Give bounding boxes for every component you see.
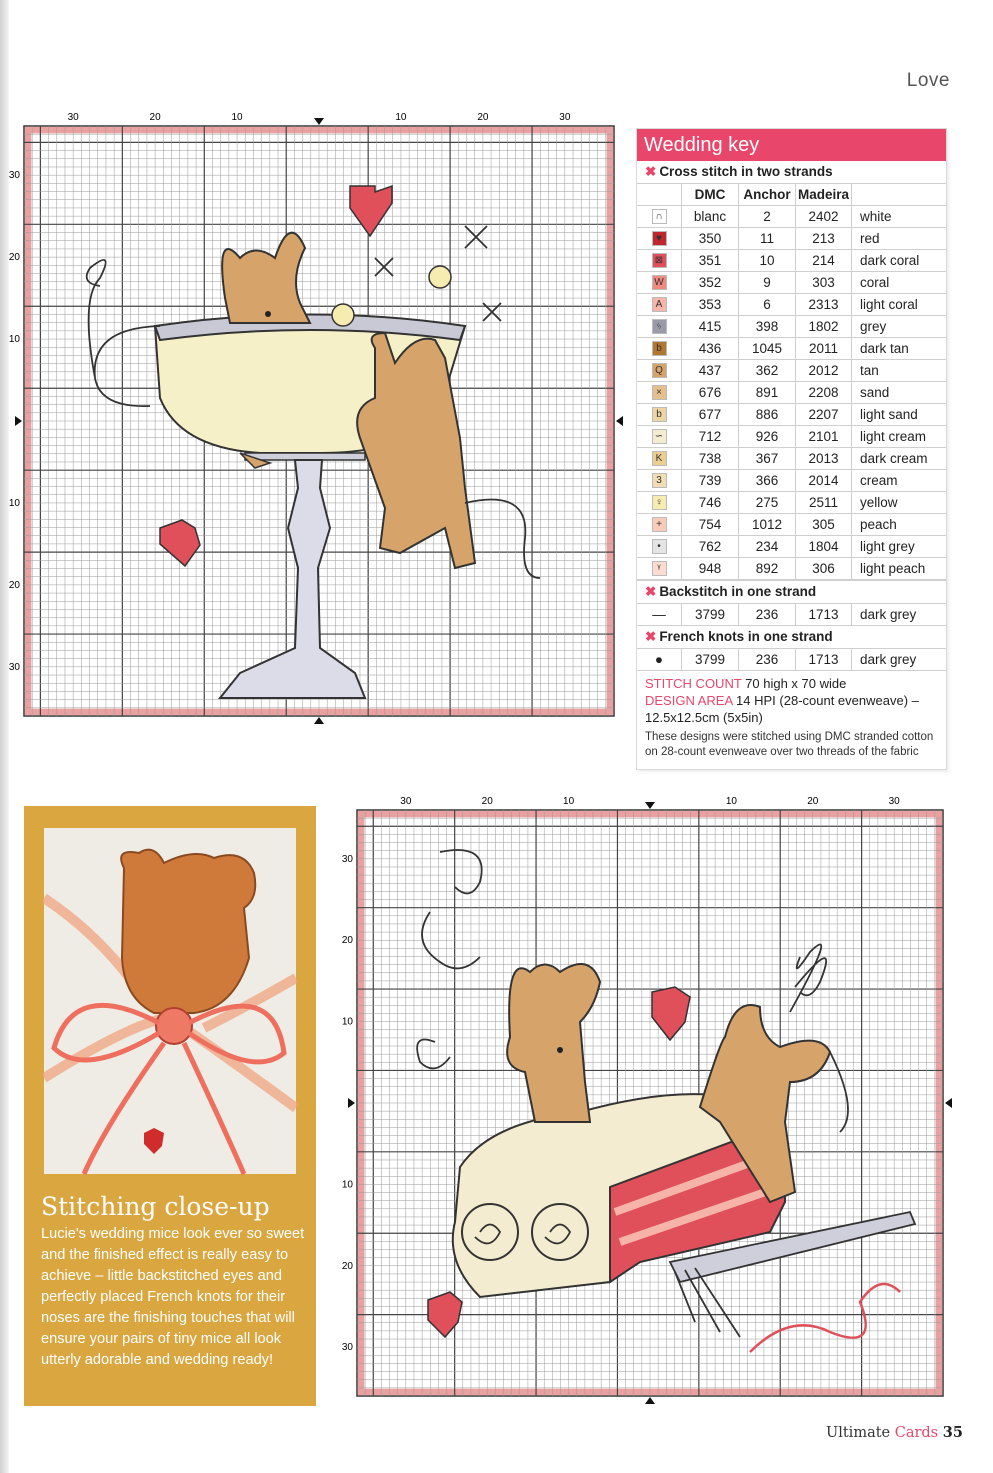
- anchor-value: 234: [739, 536, 796, 558]
- thread-symbol-icon: ×: [652, 385, 667, 400]
- axis-left-tick-label: 20: [8, 579, 20, 591]
- dmc-value: 415: [682, 316, 739, 338]
- axis-left-tick-label: 20: [8, 252, 20, 264]
- chart-cake-mice: [340, 792, 952, 1416]
- axis-left-tick-label: 30: [341, 853, 353, 865]
- anchor-value: 886: [739, 404, 796, 426]
- key-row: [637, 294, 946, 316]
- centre-arrow-icon: [15, 416, 22, 426]
- dmc-value: 352: [682, 272, 739, 294]
- key-row: [637, 360, 946, 382]
- axis-top-tick-label: 30: [888, 796, 900, 807]
- key-row: [637, 536, 946, 558]
- dmc-value: 948: [682, 558, 739, 580]
- thread-symbol-icon: ♀: [652, 495, 667, 510]
- col-anchor: Anchor: [739, 184, 796, 206]
- col-madeira: Madeira: [796, 184, 852, 206]
- madeira-value: 303: [796, 272, 852, 294]
- design-area-value: 14 HPI (28-count evenweave) – 12.5x12.5cm (5x5in): [645, 693, 919, 725]
- centre-arrow-icon: [616, 416, 623, 426]
- key-row: [637, 558, 946, 580]
- col-dmc: DMC: [682, 184, 739, 206]
- chart-champagne-mice: [8, 108, 620, 733]
- thread-symbol-icon: ∽: [652, 429, 667, 444]
- key-row: [637, 206, 946, 228]
- backstitch-line-icon: —: [637, 604, 682, 626]
- key-row: [637, 338, 946, 360]
- key-row: [637, 228, 946, 250]
- madeira-value: 2511: [796, 492, 852, 514]
- anchor-value: 398: [739, 316, 796, 338]
- thread-key-table: [637, 184, 946, 580]
- closeup-photo: [44, 828, 296, 1174]
- axis-top-tick-label: 20: [807, 796, 819, 807]
- axis-left-tick-label: 20: [341, 1260, 353, 1272]
- color-name: coral: [852, 272, 947, 294]
- dmc-value: 351: [682, 250, 739, 272]
- cross-icon: ✖: [645, 164, 657, 179]
- fabric-note: These designs were stitched using DMC stranded cotton on 28-count evenweave over two threads of the fabric: [645, 731, 934, 758]
- key-row: [637, 250, 946, 272]
- axis-left-tick-label: 30: [341, 1342, 353, 1354]
- key-row: [637, 382, 946, 404]
- thread-symbol-icon: 3: [652, 473, 667, 488]
- madeira-value: 2101: [796, 426, 852, 448]
- french-knots-heading: ✖ French knots in one strand: [637, 626, 946, 649]
- axis-top-tick-label: 10: [725, 796, 737, 807]
- anchor-value: 11: [739, 228, 796, 250]
- dmc-value: 746: [682, 492, 739, 514]
- anchor-value: 1045: [739, 338, 796, 360]
- anchor-value: 6: [739, 294, 796, 316]
- axis-top-tick-label: 30: [559, 112, 571, 123]
- french-knots-table: [637, 649, 946, 671]
- dmc-value: 712: [682, 426, 739, 448]
- dmc-value: 762: [682, 536, 739, 558]
- axis-top-tick-label: 10: [395, 112, 407, 123]
- dmc-value: 436: [682, 338, 739, 360]
- color-name: sand: [852, 382, 947, 404]
- thread-symbol-icon: +: [652, 517, 667, 532]
- centre-arrow-icon: [314, 118, 324, 125]
- french-knots-dmc: 3799: [682, 649, 739, 671]
- color-name: light sand: [852, 404, 947, 426]
- closeup-title: Stitching close-up: [41, 1192, 270, 1221]
- madeira-value: 2208: [796, 382, 852, 404]
- thread-symbol-icon: ♥: [652, 231, 667, 246]
- axis-top-tick-label: 10: [563, 796, 575, 807]
- thread-symbol-icon: Q: [652, 363, 667, 378]
- axis-top-tick-label: 10: [231, 112, 243, 123]
- color-name: dark cream: [852, 448, 947, 470]
- madeira-value: 2313: [796, 294, 852, 316]
- thread-symbol-icon: K: [652, 451, 667, 466]
- anchor-value: 367: [739, 448, 796, 470]
- madeira-value: 2207: [796, 404, 852, 426]
- backstitch-table: [637, 604, 946, 626]
- axis-left-tick-label: 30: [8, 661, 20, 673]
- color-name: red: [852, 228, 947, 250]
- dmc-value: 437: [682, 360, 739, 382]
- section-label: Love: [906, 70, 950, 91]
- anchor-value: 926: [739, 426, 796, 448]
- dmc-value: 739: [682, 470, 739, 492]
- madeira-value: 2012: [796, 360, 852, 382]
- footer-publication-word1: Ultimate: [826, 1425, 891, 1441]
- madeira-value: 214: [796, 250, 852, 272]
- axis-left-tick-label: 30: [8, 170, 20, 182]
- color-name: tan: [852, 360, 947, 382]
- dmc-value: 754: [682, 514, 739, 536]
- axis-top-tick-label: 20: [149, 112, 161, 123]
- stitch-count-value: 70 high x 70 wide: [745, 676, 847, 691]
- thread-symbol-icon: ᛃ: [652, 319, 667, 334]
- madeira-value: 213: [796, 228, 852, 250]
- madeira-value: 306: [796, 558, 852, 580]
- page-footer: [826, 1424, 963, 1441]
- madeira-value: 1802: [796, 316, 852, 338]
- centre-arrow-icon: [348, 1098, 355, 1108]
- anchor-value: 362: [739, 360, 796, 382]
- backstitch-anchor: 236: [739, 604, 796, 626]
- color-name: light peach: [852, 558, 947, 580]
- color-name: grey: [852, 316, 947, 338]
- dmc-value: 353: [682, 294, 739, 316]
- thread-symbol-icon: A: [652, 297, 667, 312]
- key-row: [637, 514, 946, 536]
- design-area-label: DESIGN AREA: [645, 693, 733, 708]
- color-name: cream: [852, 470, 947, 492]
- madeira-value: 305: [796, 514, 852, 536]
- key-row: [637, 272, 946, 294]
- anchor-value: 9: [739, 272, 796, 294]
- thread-symbol-icon: ᵞ: [652, 561, 667, 576]
- page-binding-shadow: [0, 0, 9, 1473]
- dmc-value: blanc: [682, 206, 739, 228]
- footer-publication-word2: Cards: [894, 1425, 939, 1441]
- stitching-closeup-panel: [24, 806, 316, 1406]
- cross-icon: ✖: [645, 629, 657, 644]
- key-row: [637, 316, 946, 338]
- centre-arrow-icon: [945, 1098, 952, 1108]
- anchor-value: 891: [739, 382, 796, 404]
- thread-symbol-icon: b: [652, 407, 667, 422]
- dmc-value: 676: [682, 382, 739, 404]
- backstitch-name: dark grey: [852, 604, 947, 626]
- french-knots-name: dark grey: [852, 649, 947, 671]
- centre-arrow-icon: [645, 802, 655, 809]
- centre-arrow-icon: [314, 717, 324, 724]
- color-name: dark coral: [852, 250, 947, 272]
- thread-symbol-icon: •: [652, 539, 667, 554]
- french-knots-madeira: 1713: [796, 649, 852, 671]
- stitch-count-label: STITCH COUNT: [645, 676, 742, 691]
- axis-left-tick-label: 10: [8, 334, 20, 346]
- key-row: [637, 492, 946, 514]
- axis-left-tick-label: 10: [8, 497, 20, 509]
- thread-symbol-icon: W: [652, 275, 667, 290]
- madeira-value: 2013: [796, 448, 852, 470]
- anchor-value: 1012: [739, 514, 796, 536]
- color-name: yellow: [852, 492, 947, 514]
- dmc-value: 677: [682, 404, 739, 426]
- anchor-value: 10: [739, 250, 796, 272]
- madeira-value: 2402: [796, 206, 852, 228]
- thread-symbol-icon: ⊠: [652, 253, 667, 268]
- cross-stitch-heading: ✖ Cross stitch in two strands: [637, 161, 946, 184]
- wedding-key-box: [636, 128, 947, 770]
- madeira-value: 2014: [796, 470, 852, 492]
- color-name: peach: [852, 514, 947, 536]
- backstitch-heading: ✖ Backstitch in one strand: [637, 580, 946, 604]
- backstitch-dmc: 3799: [682, 604, 739, 626]
- madeira-value: 1804: [796, 536, 852, 558]
- page-number: 35: [942, 1424, 963, 1441]
- key-row: [637, 426, 946, 448]
- axis-left-tick-label: 10: [341, 1016, 353, 1028]
- axis-top-tick-label: 30: [400, 796, 412, 807]
- anchor-value: 2: [739, 206, 796, 228]
- color-name: light cream: [852, 426, 947, 448]
- anchor-value: 275: [739, 492, 796, 514]
- axis-left-tick-label: 10: [341, 1179, 353, 1191]
- stitch-info: [637, 671, 946, 760]
- color-name: light coral: [852, 294, 947, 316]
- axis-left-tick-label: 20: [341, 935, 353, 947]
- french-knots-anchor: 236: [739, 649, 796, 671]
- key-row: [637, 470, 946, 492]
- french-knot-dot-icon: ●: [637, 649, 682, 671]
- axis-top-tick-label: 30: [67, 112, 79, 123]
- key-title: Wedding key: [637, 129, 946, 161]
- madeira-value: 2011: [796, 338, 852, 360]
- cross-icon: ✖: [645, 584, 657, 599]
- key-row: [637, 404, 946, 426]
- color-name: white: [852, 206, 947, 228]
- color-name: light grey: [852, 536, 947, 558]
- anchor-value: 366: [739, 470, 796, 492]
- dmc-value: 738: [682, 448, 739, 470]
- backstitch-madeira: 1713: [796, 604, 852, 626]
- axis-top-tick-label: 20: [481, 796, 493, 807]
- thread-symbol-icon: ∩: [652, 209, 667, 224]
- key-row: [637, 448, 946, 470]
- color-name: dark tan: [852, 338, 947, 360]
- closeup-body: Lucie's wedding mice look ever so sweet and the finished effect is really easy to achieve – little backstitched eyes and perfectly placed French knots for their noses are the finishing touches that will ensure your pairs of tiny mice all look utterly adorable and wedding ready!: [41, 1226, 305, 1368]
- thread-symbol-icon: b: [652, 341, 667, 356]
- anchor-value: 892: [739, 558, 796, 580]
- centre-arrow-icon: [645, 1397, 655, 1404]
- dmc-value: 350: [682, 228, 739, 250]
- axis-top-tick-label: 20: [477, 112, 489, 123]
